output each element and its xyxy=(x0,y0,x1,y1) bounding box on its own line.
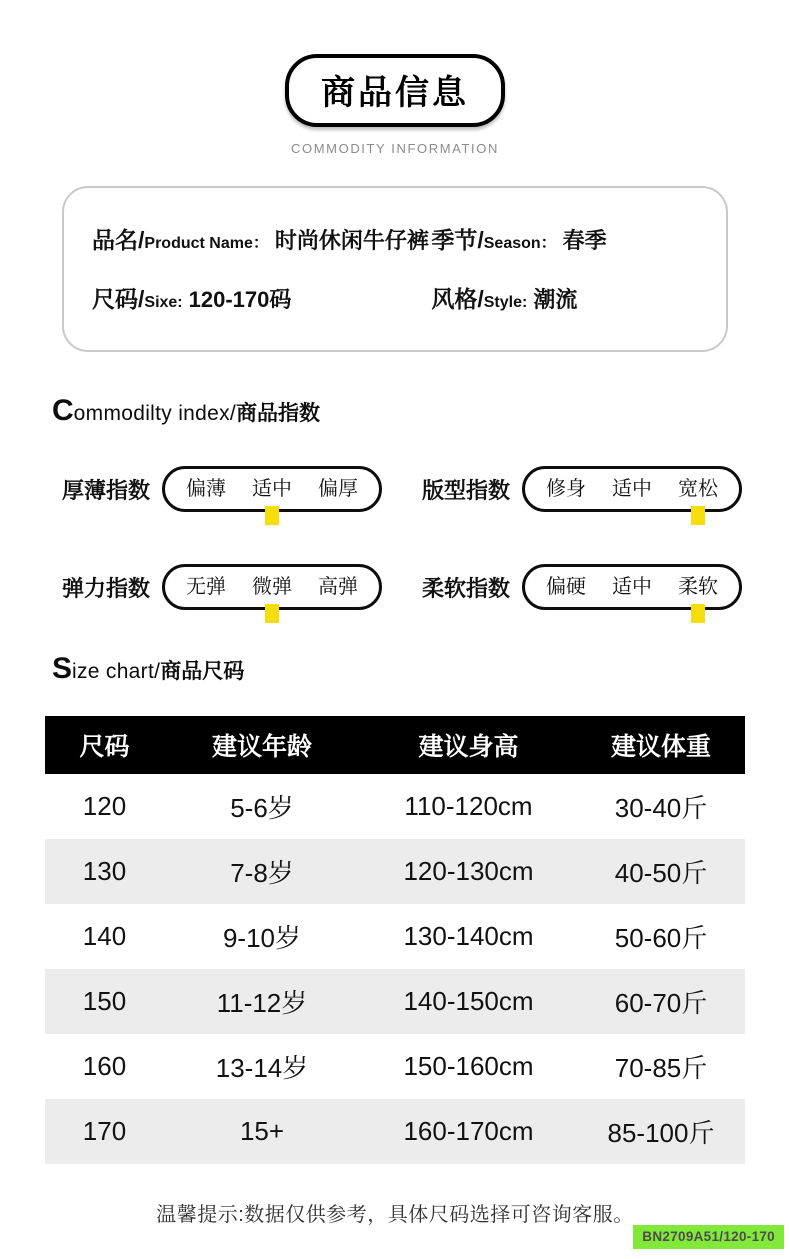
table-header-cell: 建议体重 xyxy=(610,733,711,761)
table-cell: 7-8岁 xyxy=(230,858,294,888)
index-row-thickness xyxy=(62,466,382,512)
field-label-cn: 风格/ xyxy=(431,286,484,312)
table-cell: 170 xyxy=(82,1116,127,1146)
table-row xyxy=(45,904,745,969)
table-cell: 85-100斤 xyxy=(607,1118,715,1148)
table-cell: 30-40斤 xyxy=(614,793,708,823)
table-header-cell: 建议身高 xyxy=(418,733,519,761)
table-cell: 160-170cm xyxy=(403,1116,534,1146)
index-row-label: 厚薄指数 xyxy=(62,477,151,503)
field-label-en: Season： xyxy=(483,235,557,252)
table-cell: 140-150cm xyxy=(403,986,534,1016)
heading-initial: S xyxy=(52,652,73,685)
index-option: 修身 xyxy=(546,478,586,500)
table-cell: 130-140cm xyxy=(403,921,534,951)
index-scale-pill xyxy=(162,466,382,512)
index-row-softness xyxy=(422,564,742,610)
sku-badge: BN2709A51/120-170 xyxy=(633,1225,784,1249)
field-value: 春季 xyxy=(562,228,607,253)
table-cell: 130 xyxy=(82,856,127,886)
index-row-label: 版型指数 xyxy=(422,477,511,503)
table-cell: 15+ xyxy=(239,1116,285,1146)
table-cell: 120 xyxy=(82,791,127,821)
field-label-en: Sixe: xyxy=(144,294,183,311)
index-option: 柔软 xyxy=(678,573,718,601)
index-row-fit xyxy=(422,466,742,512)
index-row-label: 弹力指数 xyxy=(62,575,151,601)
table-cell: 50-60斤 xyxy=(614,923,708,953)
table-cell: 40-50斤 xyxy=(614,858,708,888)
table-header-cell: 建议年龄 xyxy=(211,733,312,761)
page-title: 商品信息 xyxy=(285,54,505,127)
table-cell: 13-14岁 xyxy=(215,1053,309,1083)
heading-cn: 商品尺码 xyxy=(160,660,245,683)
field-value: 潮流 xyxy=(533,287,578,312)
heading-cn: 商品指数 xyxy=(236,402,321,425)
product-info-card xyxy=(62,186,728,352)
table-cell: 150-160cm xyxy=(403,1051,534,1081)
table-cell: 150 xyxy=(82,986,127,1016)
index-option: 微弹 xyxy=(252,573,292,601)
table-cell: 70-85斤 xyxy=(614,1053,708,1083)
index-row-label: 柔软指数 xyxy=(422,575,511,601)
table-cell: 110-120cm xyxy=(404,791,533,821)
table-cell: 9-10岁 xyxy=(222,923,302,953)
table-cell: 11-12岁 xyxy=(216,988,308,1018)
table-row xyxy=(45,1034,745,1099)
size-chart-heading xyxy=(52,652,790,686)
table-row xyxy=(45,774,745,839)
commodity-index-heading xyxy=(52,394,790,428)
index-option: 适中 xyxy=(612,478,652,500)
field-size-range xyxy=(92,281,431,314)
field-style xyxy=(431,281,698,314)
table-header-row xyxy=(45,716,745,774)
heading-initial: C xyxy=(52,394,74,427)
field-value: 120-170码 xyxy=(188,287,292,312)
field-product-name xyxy=(92,222,431,255)
index-option: 无弹 xyxy=(186,576,226,598)
index-option: 宽松 xyxy=(678,475,718,503)
size-chart-table xyxy=(45,716,745,1164)
index-row-elasticity xyxy=(62,564,382,610)
table-row xyxy=(45,1099,745,1164)
table-cell: 60-70斤 xyxy=(614,988,708,1018)
index-option: 高弹 xyxy=(318,576,358,598)
field-season xyxy=(431,222,698,255)
heading-en: ommodilty index/ xyxy=(73,402,237,425)
table-cell: 140 xyxy=(82,921,127,951)
heading-en: ize chart/ xyxy=(72,660,161,683)
table-row xyxy=(45,969,745,1034)
field-label-cn: 季节/ xyxy=(431,227,484,253)
field-label-en: Product Name： xyxy=(144,235,269,252)
product-info-grid xyxy=(92,222,698,314)
table-cell: 5-6岁 xyxy=(230,793,294,823)
index-scale-pill xyxy=(162,564,382,610)
index-option: 偏厚 xyxy=(318,478,358,500)
index-scale-pill xyxy=(522,564,742,610)
field-label-cn: 品名/ xyxy=(92,227,145,253)
commodity-index-grid xyxy=(62,466,742,610)
index-option: 适中 xyxy=(252,475,292,503)
table-header-cell: 尺码 xyxy=(79,733,130,761)
index-scale-pill xyxy=(522,466,742,512)
index-option: 偏薄 xyxy=(186,478,226,500)
field-value: 时尚休闲牛仔裤 xyxy=(274,228,429,253)
table-row xyxy=(45,839,745,904)
field-label-cn: 尺码/ xyxy=(92,286,145,312)
field-label-en: Style: xyxy=(483,294,528,311)
page-subtitle: COMMODITY INFORMATION xyxy=(291,141,499,156)
index-option: 适中 xyxy=(612,576,652,598)
table-cell: 120-130cm xyxy=(403,856,534,886)
banner xyxy=(0,0,790,156)
warm-tip-note: 温馨提示:数据仅供参考，具体尺码选择可咨询客服。 xyxy=(156,1204,634,1226)
index-option: 偏硬 xyxy=(546,576,586,598)
table-cell: 160 xyxy=(82,1051,127,1081)
